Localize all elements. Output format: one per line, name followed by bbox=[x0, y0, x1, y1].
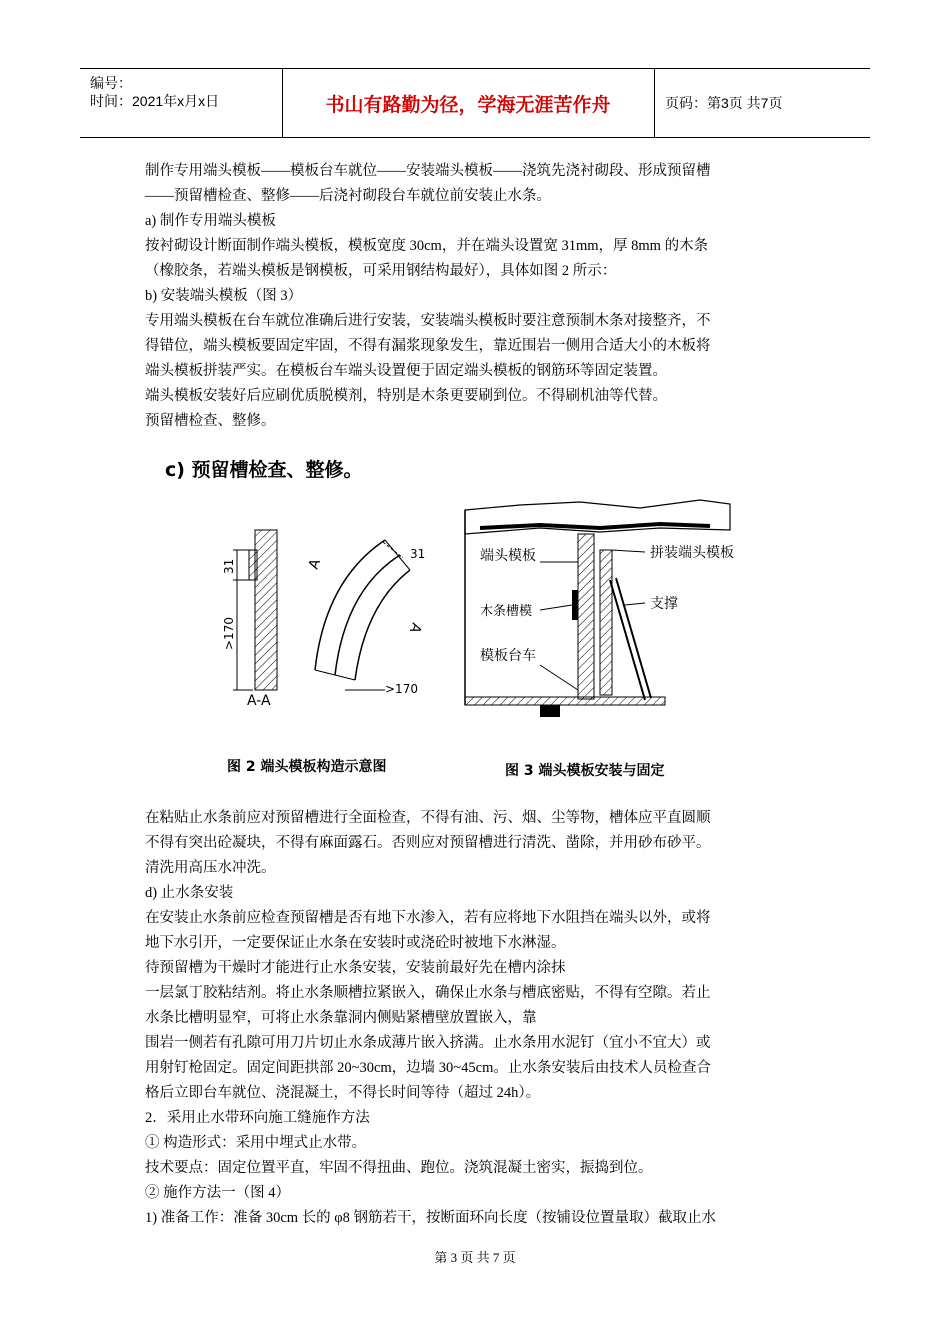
section-mark-a2: A bbox=[405, 620, 425, 636]
para-line: 按衬砌设计断面制作端头模板，模板宽度 30cm，并在端头设置宽 31mm，厚 8mm 的木条 bbox=[145, 238, 709, 254]
dim-170-label: >170 bbox=[222, 617, 236, 650]
para-line: 专用端头模板在台车就位准确后进行安装，安装端头模板时要注意预制木条对接整齐，不 bbox=[145, 313, 711, 329]
para-line: 格后立即台车就位、浇混凝土，不得长时间等待（超过 24h）。 bbox=[145, 1085, 541, 1101]
doc-number-label: 编号： bbox=[90, 75, 132, 91]
assembled-form-bar bbox=[600, 550, 612, 695]
header-meta bbox=[80, 69, 283, 137]
curved-form-outer bbox=[315, 540, 385, 670]
para-line: 围岩一侧若有孔隙可用刀片切止水条成薄片嵌入挤满。止水条用水泥钉（宜小不宜大）或 bbox=[145, 1035, 711, 1051]
para-line: 水条比槽明显窄，可将止水条靠洞内侧贴紧槽壁放置嵌入，靠 bbox=[145, 1010, 537, 1026]
para-line: 在粘贴止水条前应对预留槽进行全面检查，不得有油、污、烟、尘等物，槽体应平直圆顺 bbox=[145, 810, 711, 826]
para-line: b) 安装端头模板（图 3） bbox=[145, 288, 303, 304]
para-line: （橡胶条，若端头模板是钢模板，可采用钢结构最好），具体如图 2 所示： bbox=[145, 263, 617, 279]
section-bar bbox=[255, 530, 277, 690]
figure-2-caption: 图 2 端头模板构造示意图 bbox=[227, 759, 387, 775]
figure-2-diagram bbox=[205, 510, 445, 720]
page-header bbox=[80, 68, 870, 138]
para-line: 不得有突出砼凝块，不得有麻面露石。否则应对预留槽进行清洗、凿除，并用砂布砂平。 bbox=[145, 835, 711, 851]
dim-31-label: 31 bbox=[222, 558, 236, 574]
header-slogan: 书山有路勤为径，学海无涯苦作舟 bbox=[282, 69, 655, 137]
para-line: ——预留槽检查、整修——后浇衬砌段台车就位前安装止水条。 bbox=[145, 188, 551, 204]
trolley-base bbox=[465, 697, 665, 705]
para-line: 地下水引开，一定要保证止水条在安装时或浇砼时被地下水淋湿。 bbox=[145, 935, 566, 951]
para-line: 2．采用止水带环向施工缝施作方法 bbox=[145, 1110, 370, 1126]
para-line: ① 构造形式：采用中埋式止水带。 bbox=[145, 1135, 367, 1151]
strip-notch bbox=[249, 550, 257, 580]
label-strip-mold: 木条槽模 bbox=[480, 604, 533, 619]
para-line: a) 制作专用端头模板 bbox=[145, 213, 276, 229]
para-line: ② 施作方法一（图 4） bbox=[145, 1185, 290, 1201]
para-line: 用射钉枪固定。固定间距拱部 20~30cm，边墙 30~45cm。止水条安装后由技术人员检查合 bbox=[145, 1060, 711, 1076]
label-assembled-form: 拼装端头模板 bbox=[650, 545, 734, 561]
doc-date-label: 时间：2021年x月x日 bbox=[90, 93, 220, 109]
section-heading: c) 预留槽检查、整修。 bbox=[165, 459, 363, 481]
para-line: 一层氯丁胶粘结剂。将止水条顺槽拉紧嵌入，确保止水条与槽底密贴，不得有空隙。若止 bbox=[145, 985, 711, 1001]
para-line: 端头模板拼装严实。在模板台车端头设置便于固定端头模板的钢筋环等固定装置。 bbox=[145, 363, 667, 379]
para-line: 1) 准备工作：准备 30cm 长的 φ8 钢筋若干，按断面环向长度（按铺设位置量取）截取止水 bbox=[145, 1210, 717, 1226]
dim-170b-label: >170 bbox=[385, 682, 418, 696]
para-line: 技术要点：固定位置平直，牢固不得扭曲、跑位。浇筑混凝土密实，振捣到位。 bbox=[145, 1160, 653, 1176]
end-form-bar bbox=[578, 534, 594, 699]
page-footer: 第 3 页 共 7 页 bbox=[434, 1250, 516, 1265]
para-line: 制作专用端头模板——模板台车就位——安装端头模板——浇筑先浇衬砌段、形成预留槽 bbox=[145, 163, 711, 179]
strip-mold bbox=[572, 590, 578, 620]
header-page-label: 页码：第3页 共7页 bbox=[665, 95, 783, 111]
label-trolley: 模板台车 bbox=[480, 648, 536, 664]
curved-form-mid bbox=[335, 555, 400, 675]
para-line: 在安装止水条前应检查预留槽是否有地下水渗入，若有应将地下水阻挡在端头以外，或将 bbox=[145, 910, 711, 926]
figure-3-caption: 图 3 端头模板安装与固定 bbox=[505, 763, 665, 779]
para-line: 清洗用高压水冲洗。 bbox=[145, 860, 276, 876]
para-line: 预留槽检查、整修。 bbox=[145, 413, 276, 429]
lining-band bbox=[480, 524, 710, 528]
section-label: A-A bbox=[247, 693, 271, 709]
figure-3-diagram bbox=[460, 490, 765, 725]
label-support: 支撑 bbox=[650, 596, 678, 612]
curved-form-inner bbox=[355, 570, 410, 680]
para-line: 待预留槽为干燥时才能进行止水条安装，安装前最好先在槽内涂抹 bbox=[145, 960, 566, 976]
label-end-form: 端头模板 bbox=[480, 548, 536, 564]
para-line: 得错位，端头模板要固定牢固，不得有漏浆现象发生，靠近围岩一侧用合适大小的木板将 bbox=[145, 338, 711, 354]
section-mark-a1: A bbox=[305, 556, 325, 572]
para-line: 端头模板安装好后应刷优质脱模剂，特别是木条更要刷到位。不得刷机油等代替。 bbox=[145, 388, 667, 404]
para-line: d) 止水条安装 bbox=[145, 885, 234, 901]
dim-31b-label: 31 bbox=[410, 547, 426, 561]
